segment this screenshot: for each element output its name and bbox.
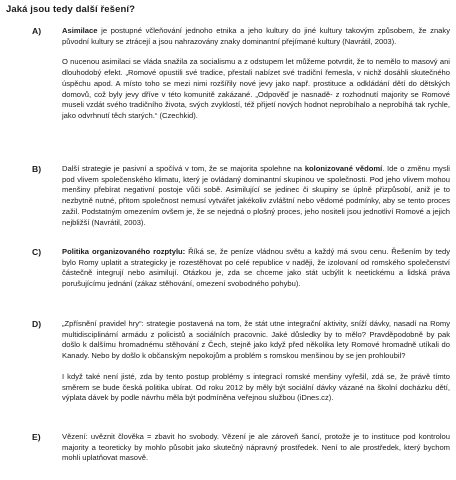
- section-b-term: kolonizované vědomí: [304, 164, 383, 173]
- section-a-text-1: je postupné včleňování jednoho etnika a jeho kultury do jiné kultury takovým způsobem, že znaky původní kultury se ztrácejí a jsou nahrazovány znaky dominantní přejímané kultury (Navrátil, 2003).: [62, 26, 450, 46]
- section-c-paragraph: [62, 247, 450, 290]
- section-a-paragraph-2: O nucenou asimilaci se vláda snažila za socialismu a z odstupem let můžeme potvrdit, že to nemělo to masový ani dlouhodobý efekt. „Romové opustili své tradice, přestali nabízet své tradiční řemesla, v nichž dosáhli skutečného úspěchu apod. A místo toho se mezi nimi rozšířily nové jevy jako např. prostituce a odkládání dětí do dětských domovů, což byly jevy dříve v této komunitě zakázané. „Odpověď je nasnadě- z rozhodnutí majority se Romové museli vzdát svého tradičního života, svých zvyklostí, též přijetí nových hodnot neprobíhalo a neprobíhá tak rychle, jako odvrhnutí těch starých.“ (Czechkid).: [62, 57, 450, 120]
- section-a-term: Asimilace: [62, 26, 98, 35]
- section-d-letter: D): [32, 319, 42, 329]
- section-b-body: [62, 164, 450, 228]
- section-d-body: [62, 319, 450, 404]
- section-e-paragraph: Vězení: uvěznit člověka = zbavit ho svobody. Vězení je ale zároveň šancí, protože je to instituce pod kontrolou majority a teoreticky by mohlo působit jako skutečný nápravný prostředek. Není to ale prostředek, který bychom mohli uplatňovat masově.: [62, 432, 450, 463]
- section-c-letter: C): [32, 247, 42, 257]
- section-b-text-2: . Ide o změnu mysli pod vlivem společenského klimatu, který je ovládaný dominantní skupinou ve společnosti. Pod jeho vlivem mohou menšiny přebírat negativní postoje vůči sobě. Asimilující se jedinec či skupiny se úplně přizpůsobí, aniž je to nezbytně nutné, přitom společnost nemusí vytvářet jakékoliv zvláštní nebo vědomé podmínky, aby se tento proces zažil. Podstatným omezením ovšem je, že se nejedná o plošný proces, jeho nositeli jsou jednotliví Romové a jejich nejbližší (Navrátil, 2003).: [62, 164, 450, 227]
- section-c-body: [62, 247, 450, 290]
- section-d-paragraph-2: I když také není jisté, zda by tento postup problémy s integrací romské menšiny vyřešil, zdá se, že právě tímto směrem se bude česká politika ubírat. Od roku 2012 by měly být sociální dávky vázané na školní docházku dětí, výplata dávek by podle návrhu měla být podmíněna veřejnou službou (iDnes.cz).: [62, 371, 450, 403]
- section-e-body: [62, 432, 450, 464]
- section-a-body: [62, 26, 450, 122]
- section-b-text-1: Další strategie je pasivní a spočívá v tom, že se majorita spolehne na: [62, 164, 305, 173]
- section-a-paragraph-1: [62, 26, 450, 47]
- page-title: Jaká jsou tedy další řešení?: [6, 4, 135, 15]
- section-b-letter: B): [32, 164, 42, 174]
- section-a-letter: A): [32, 26, 42, 36]
- section-e-letter: E): [32, 432, 41, 442]
- section-c-text-1: Říká se, že peníze vládnou světu a každý má svou cenu. Řešením by tedy bylo Romy uplatit a strategicky je rozestěhovat po celé republice v naději, že izolovaní od romského společenství částečně integrují nebo asimilují. Otázkou je, zda se chceme jako stát ucbýlit k neetickému a lidská práva porušujícímu jednání (zákaz stěhování, omezení svobodného pohybu).: [62, 247, 450, 289]
- section-b-paragraph: [62, 164, 450, 228]
- section-d-paragraph-1: „Zpřísnění pravidel hry“: strategie postavená na tom, že stát utne integrační aktivity, sníží dávky, nasadí na Romy multidisciplinární armádu z policistů a sociálních pracovnic. Jaké důsledky by to mělo? Pravděpodobně by pak došlo k dalšímu hromadnému stěhování z Čech, stejně jako když před několika lety Romové hromadně utíkali do Kanady. Nebo by došlo k občanským nepokojům a problém s romskou menšinou by se jen prohloubil?: [62, 319, 450, 361]
- section-c-term: Politika organizovaného rozptylu:: [62, 247, 186, 256]
